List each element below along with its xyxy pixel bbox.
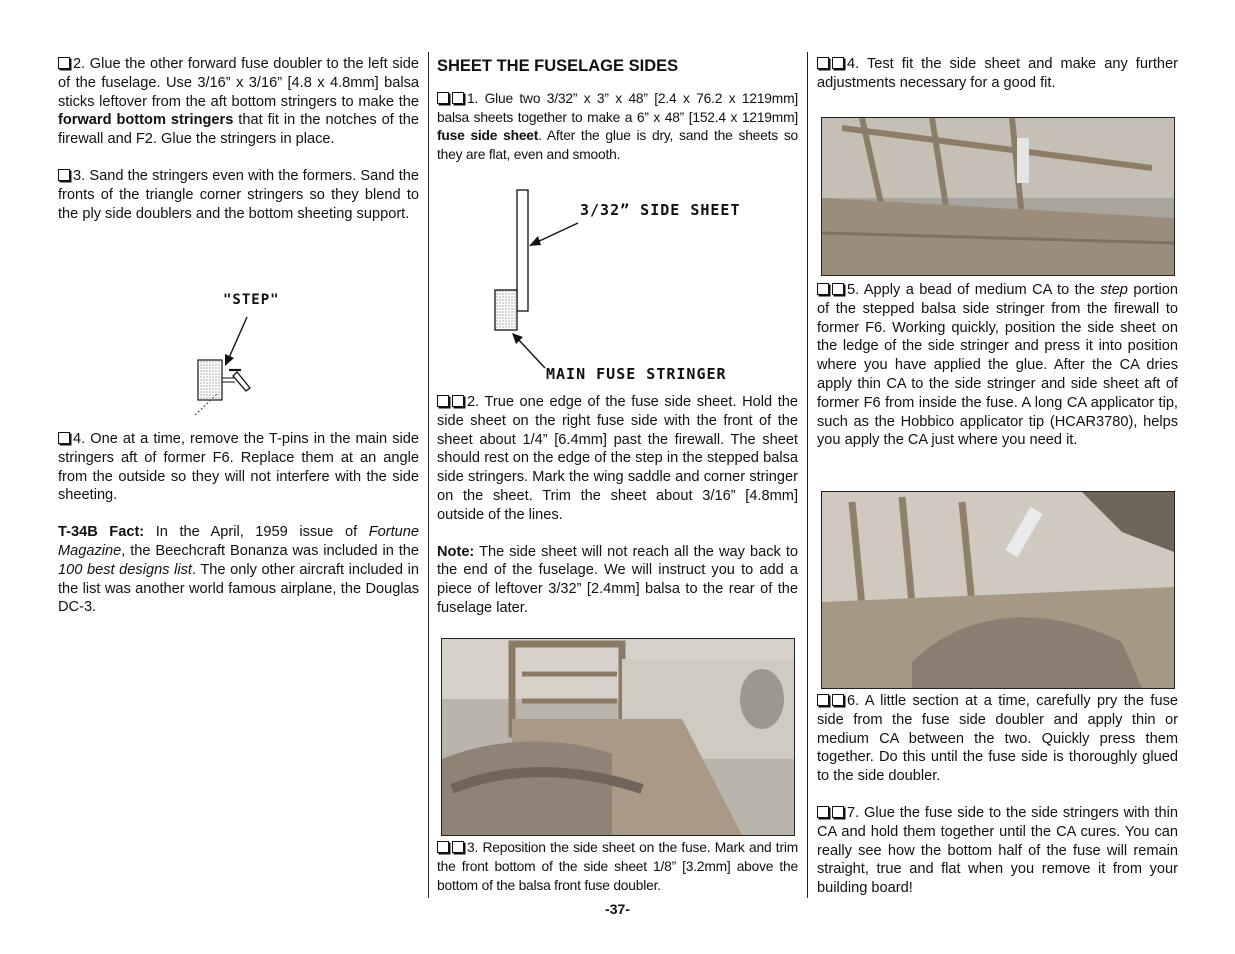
checkbox-icon[interactable]: [452, 841, 464, 853]
checkbox-icon[interactable]: [58, 57, 70, 69]
checkbox-icon[interactable]: [817, 806, 829, 818]
step-2-paragraph: 2. Glue the other forward fuse doubler to the left side of the fuselage. Use 3/16” x 3/16” [4.8 x 4.8mm] balsa sticks leftover from the aft bottom stringers to make the forward bottom stringers that fit in the notches of the firewall and F2. Glue the stringers in place.: [58, 56, 420, 148]
checkbox-icon[interactable]: [452, 92, 464, 104]
step-6-paragraph: 6. A little section at a time, carefully pry the fuse side from the fuse side doubler and apply thin or medium CA between the two. Quickly press them together. Do this until the fuse side is thoroughly glued to the side doubler.: [817, 693, 1178, 785]
checkbox-icon[interactable]: [437, 395, 449, 407]
checkbox-icon[interactable]: [832, 806, 844, 818]
side-sheet-diagram: [490, 188, 760, 388]
photo-test-fit: [822, 118, 1174, 275]
step-1-paragraph: 1. Glue two 3/32” x 3” x 48” [2.4 x 76.2 x 1219mm] balsa sheets together to make a 6” x 48” [152.4 x 1219mm] fuse side sheet. After the glue is dry, sand the sheets so they are flat, even and smooth.: [437, 90, 798, 163]
step-diagram: [185, 292, 305, 417]
checkbox-icon[interactable]: [452, 395, 464, 407]
test-fit-photo: [821, 117, 1175, 276]
step-7-paragraph: 7. Glue the fuse side to the side stringers with thin CA and hold them together until the CA cures. You can really see how the bottom half of the fuse will remain straight, true and flat when you remove it from your building board!: [817, 804, 1178, 897]
side-sheet-drawing: [490, 188, 760, 388]
section-heading: SHEET THE FUSELAGE SIDES: [437, 57, 679, 75]
checkbox-icon[interactable]: [58, 169, 70, 181]
fuselage-side-sheet-photo: [441, 638, 795, 836]
checkbox-icon[interactable]: [817, 57, 829, 69]
apply-ca-photo: [821, 491, 1175, 689]
step-2-paragraph: 2. True one edge of the fuse side sheet. Hold the side sheet on the right fuse side with the front of the sheet about 1/4” [6.4mm] past the firewall. The sheet should rest on the edge of the step in the stepped balsa side stringers. Mark the wing saddle and corner stringer on the sheet. Trim the sheet about 3/16” [4.8mm] outside of the lines.: [437, 394, 798, 523]
step-label: "STEP": [223, 292, 280, 308]
column-divider-right: [807, 52, 808, 898]
step-5-paragraph: 5. Apply a bead of medium CA to the step portion of the stepped balsa side stringer from the firewall to former F6. Working quickly, position the side sheet on the ledge of the side stringer and press it into position where you have applied the glue. After the CA dries apply thin CA to the side stringer and side sheet aft of former F6 from inside the fuse. A long CA applicator tip, such as the Hobbico applicator tip (HCAR3780), helps you apply the CA just where you need it.: [817, 282, 1178, 449]
note-paragraph: Note: The side sheet will not reach all the way back to the end of the fuselage. We will instruct you to add a piece of leftover 3/32” [2.4mm] balsa to the rear of the fuselage later.: [437, 543, 798, 616]
column-3: [817, 55, 1178, 111]
checkbox-icon[interactable]: [832, 57, 844, 69]
t34b-fact-paragraph: T-34B Fact: In the April, 1959 issue of Fortune Magazine, the Beechcraft Bonanza was included in the 100 best designs list. The only other aircraft included in the list was another world famous airplane, the Douglas DC-3.: [58, 524, 419, 616]
checkbox-icon[interactable]: [832, 694, 844, 706]
checkbox-icon[interactable]: [832, 283, 844, 295]
page-number: -37-: [605, 901, 630, 917]
checkbox-icon[interactable]: [817, 283, 829, 295]
photo-fuse-frame: [442, 639, 794, 835]
step-3-paragraph: 3. Sand the stringers even with the formers. Sand the fronts of the triangle corner stringers so they blend to the ply side doublers and the bottom sheeting support.: [58, 167, 419, 222]
checkbox-icon[interactable]: [437, 92, 449, 104]
column-2: [437, 55, 798, 183]
column-3-bottom: [817, 692, 1178, 916]
side-sheet-label: 3/32” SIDE SHEET: [580, 201, 741, 219]
step-drawing: [185, 292, 305, 417]
column-3-middle: [817, 281, 1178, 468]
main-fuse-stringer-label: MAIN FUSE STRINGER: [546, 365, 727, 383]
checkbox-icon[interactable]: [817, 694, 829, 706]
step-3-paragraph: 3. Reposition the side sheet on the fuse. Mark and trim the front bottom of the side sheet 1/8” [3.2mm] above the bottom of the balsa front fuse doubler.: [437, 840, 798, 893]
column-2-middle: [437, 393, 798, 636]
column-divider-left: [428, 52, 429, 898]
step-4-paragraph: 4. Test fit the side sheet and make any further adjustments necessary for a good fit.: [817, 56, 1178, 91]
checkbox-icon[interactable]: [437, 841, 449, 853]
column-1-lower: [58, 430, 419, 635]
checkbox-icon[interactable]: [58, 432, 70, 444]
step-4-paragraph: 4. One at a time, remove the T-pins in the main side stringers aft of former F6. Replace them at an angle from the outside so they will not interfere with the side sheeting.: [58, 431, 419, 504]
column-1: [58, 55, 419, 241]
photo-apply-ca: [822, 492, 1174, 688]
